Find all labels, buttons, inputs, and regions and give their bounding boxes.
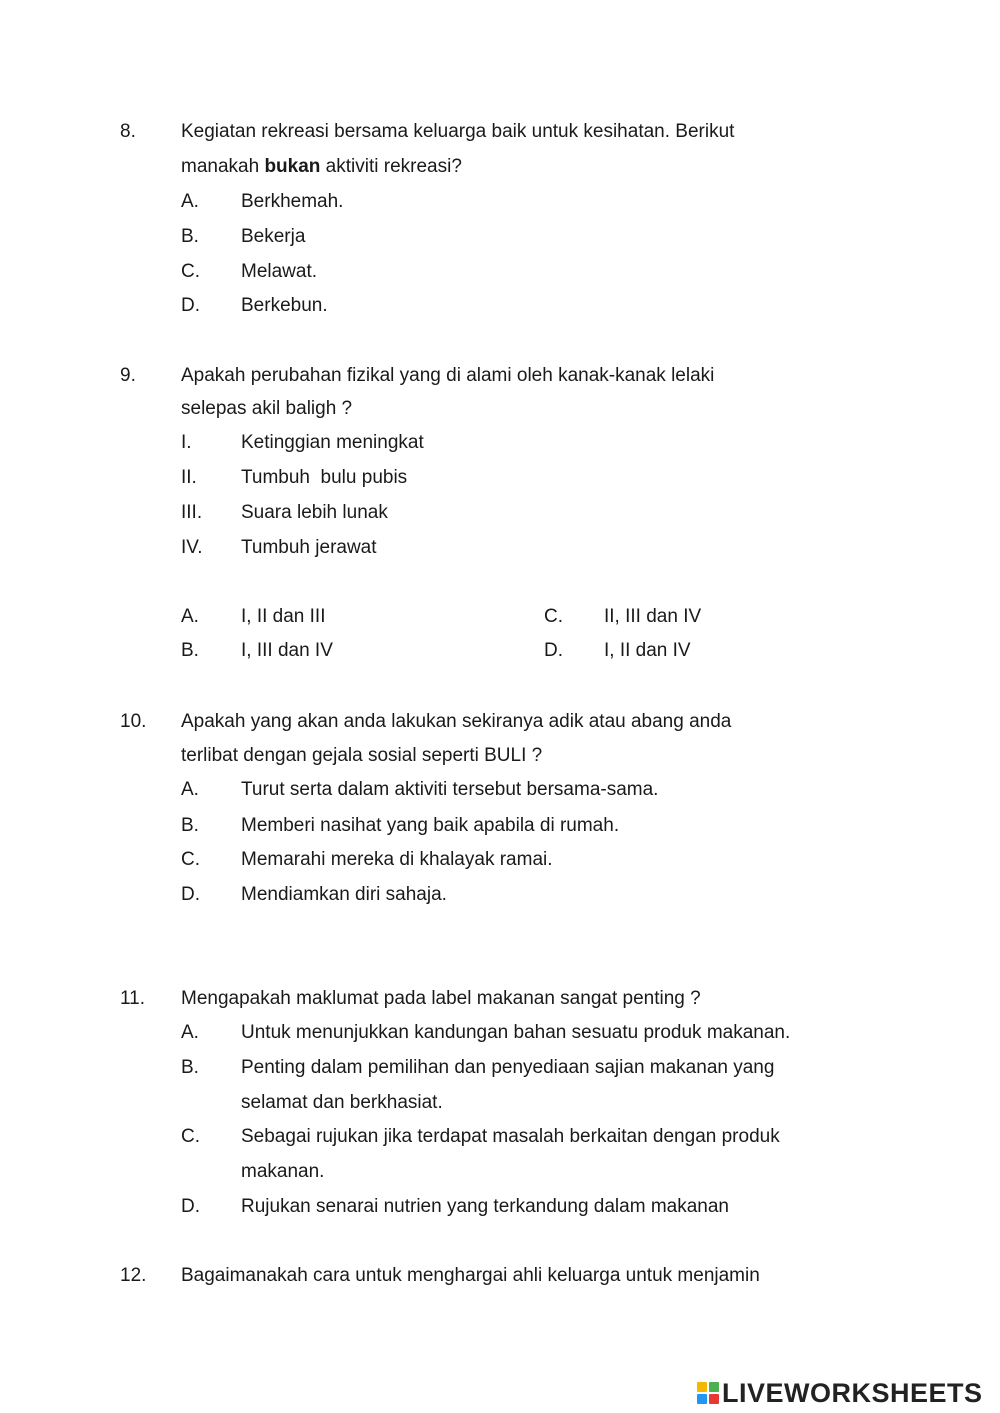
option-label: B. — [181, 226, 199, 247]
statement-label: II. — [181, 467, 197, 488]
statement-label: I. — [181, 432, 192, 453]
option-label: A. — [181, 191, 199, 212]
option-text: makanan. — [241, 1161, 325, 1182]
question-text: Bagaimanakah cara untuk menghargai ahli keluarga untuk menjamin — [181, 1265, 760, 1286]
option-label: C. — [544, 606, 563, 627]
option-label: C. — [181, 261, 200, 282]
question-number: 9. — [120, 365, 136, 386]
question-text: terlibat dengan gejala sosial seperti BULI ? — [181, 745, 543, 766]
option-text[interactable]: I, II dan IV — [604, 640, 691, 661]
option-text: Untuk menunjukkan kandungan bahan sesuatu produk makanan. — [241, 1022, 791, 1043]
statement-label: IV. — [181, 537, 203, 558]
option-text: Sebagai rujukan jika terdapat masalah berkaitan dengan produk — [241, 1126, 780, 1147]
option-text: Memberi nasihat yang baik apabila di rumah. — [241, 815, 620, 836]
statement-text: Ketinggian meningkat — [241, 432, 424, 453]
question-number: 11. — [120, 988, 146, 1009]
question-text: selepas akil baligh ? — [181, 398, 353, 419]
option-label: D. — [181, 884, 200, 905]
question-number: 8. — [120, 121, 136, 142]
option-text: selamat dan berkhasiat. — [241, 1092, 443, 1113]
question-text: Mengapakah maklumat pada label makanan sangat penting ? — [181, 988, 701, 1009]
question-text: manakah bukan aktiviti rekreasi? — [181, 156, 462, 177]
statement-text: Tumbuh jerawat — [241, 537, 377, 558]
option-label: B. — [181, 1057, 199, 1078]
option-text[interactable]: II, III dan IV — [604, 606, 702, 627]
question-number: 10. — [120, 711, 147, 732]
liveworksheets-icon — [697, 1382, 719, 1404]
question-number: 12. — [120, 1265, 147, 1286]
statement-text: Suara lebih lunak — [241, 502, 388, 523]
option-text: Penting dalam pemilihan dan penyediaan sajian makanan yang — [241, 1057, 775, 1078]
question-text: Apakah yang akan anda lakukan sekiranya adik atau abang anda — [181, 711, 732, 732]
option-text: Turut serta dalam aktiviti tersebut bersama-sama. — [241, 779, 659, 800]
logo-text: LIVEWORKSHEETS — [722, 1377, 983, 1408]
option-label: C. — [181, 849, 200, 870]
option-label: A. — [181, 606, 199, 627]
option-label: B. — [181, 640, 199, 661]
option-label: C. — [181, 1126, 200, 1147]
question-text: Apakah perubahan fizikal yang di alami oleh kanak-kanak lelaki — [181, 365, 715, 386]
option-text: Mendiamkan diri sahaja. — [241, 884, 447, 905]
option-text[interactable]: I, III dan IV — [241, 640, 333, 661]
statement-label: III. — [181, 502, 203, 523]
option-text: Berkebun. — [241, 295, 328, 316]
option-text: Bekerja — [241, 226, 306, 247]
question-text: Kegiatan rekreasi bersama keluarga baik untuk kesihatan. Berikut — [181, 121, 735, 142]
option-text[interactable]: I, II dan III — [241, 606, 326, 627]
option-text: Berkhemah. — [241, 191, 344, 212]
liveworksheets-logo — [697, 1377, 983, 1409]
statement-text: Tumbuh bulu pubis — [241, 467, 408, 488]
option-label: D. — [181, 1196, 200, 1217]
option-label: A. — [181, 779, 199, 800]
option-label: B. — [181, 815, 199, 836]
option-label: D. — [544, 640, 563, 661]
option-label: D. — [181, 295, 200, 316]
option-text: Memarahi mereka di khalayak ramai. — [241, 849, 553, 870]
emphasis-text: bukan — [264, 156, 321, 177]
option-text: Melawat. — [241, 261, 318, 282]
option-text: Rujukan senarai nutrien yang terkandung dalam makanan — [241, 1196, 729, 1217]
option-label: A. — [181, 1022, 199, 1043]
